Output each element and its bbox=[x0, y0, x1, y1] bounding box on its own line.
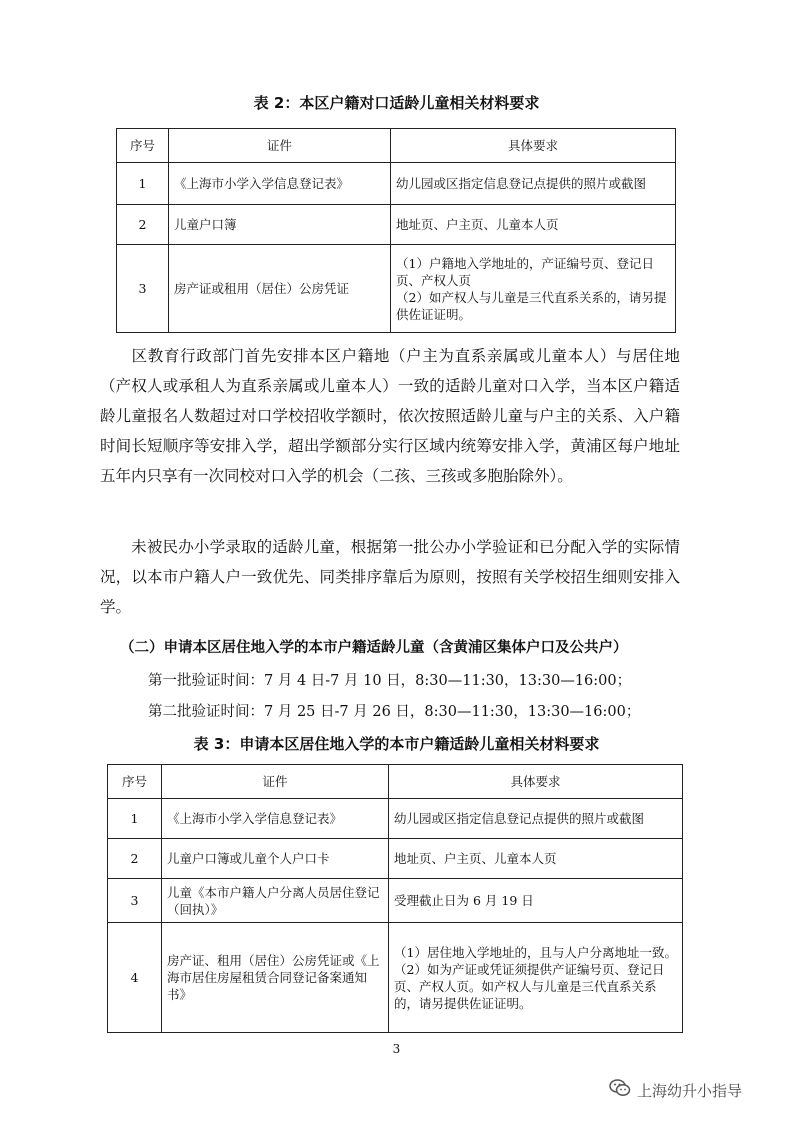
paragraph-allocation bbox=[100, 341, 680, 491]
page-number: 3 bbox=[392, 1042, 401, 1056]
row-no: 3 bbox=[108, 879, 162, 923]
row-no: 2 bbox=[108, 839, 162, 879]
watermark bbox=[609, 1078, 742, 1102]
table-row bbox=[117, 245, 676, 333]
header-req: 具体要求 bbox=[391, 129, 676, 163]
row-doc: 《上海市小学入学信息登记表》 bbox=[169, 163, 391, 205]
header-no: 序号 bbox=[108, 765, 162, 799]
verify-time-first: 第一批验证时间：7 月 4 日-7 月 10 日，8:30—11:30，13:30—16:00； bbox=[148, 673, 632, 689]
header-no: 序号 bbox=[117, 129, 169, 163]
table-row bbox=[108, 879, 683, 923]
header-req: 具体要求 bbox=[389, 765, 683, 799]
row-doc: 房产证、租用（居住）公房凭证或《上海市居住房屋租赁合同登记备案通知书》 bbox=[162, 923, 389, 1033]
row-no: 2 bbox=[117, 205, 169, 245]
row-req bbox=[389, 923, 683, 1033]
req-line: 幼儿园或区指定信息登记点提供的照片或截图 bbox=[396, 176, 647, 191]
req-line: （2）如产权人与儿童是三代直系关系的，请另提供佐证证明。 bbox=[396, 289, 667, 322]
req-line: （1）户籍地入学地址的，产证编号页、登记日页、产权人页 bbox=[396, 255, 654, 288]
req-line: （2）如为产证或凭证须提供产证编号页、登记日页、产权人页。如产权人与儿童是三代直系关系的，请另提供佐证证明。 bbox=[394, 961, 665, 1011]
row-req bbox=[389, 879, 683, 923]
table-header-row bbox=[117, 129, 676, 163]
paragraph-text: 区教育行政部门首先安排本区户籍地（户主为直系亲属或儿童本人）与居住地（产权人或承租人为直系亲属或儿童本人）一致的适龄儿童对口入学，当本区户籍适龄儿童报名人数超过对口学校招收学额时，依次按照适龄儿童与户主的关系、入户籍时间长短顺序等安排入学，超出学额部分实行区域内统筹安排入学，黄浦区每户地址五年内只享有一次同校对口入学的机会（二孩、三孩或多胞胎除外）。 bbox=[100, 347, 680, 485]
header-doc: 证件 bbox=[162, 765, 389, 799]
row-doc: 儿童户口簿或儿童个人户口卡 bbox=[162, 839, 389, 879]
row-no: 1 bbox=[117, 163, 169, 205]
row-no: 1 bbox=[108, 799, 162, 839]
watermark-text: 上海幼升小指导 bbox=[637, 1081, 743, 1100]
paragraph-text: 未被民办小学录取的适龄儿童，根据第一批公办小学验证和已分配入学的实际情况，以本市户籍人户一致优先、同类排序靠后为原则，按照有关学校招生细则安排入学。 bbox=[100, 538, 680, 616]
table-header-row bbox=[108, 765, 683, 799]
table-row bbox=[108, 923, 683, 1033]
row-req bbox=[389, 799, 683, 839]
table2 bbox=[116, 128, 676, 333]
row-no: 4 bbox=[108, 923, 162, 1033]
table3 bbox=[107, 764, 683, 1033]
table-row bbox=[117, 163, 676, 205]
req-line: 受理截止日为 6 月 19 日 bbox=[394, 893, 534, 908]
req-line: 地址页、户主页、儿童本人页 bbox=[394, 851, 557, 866]
section-heading: （二）申请本区居住地入学的本市户籍适龄儿童（含黄浦区集体户口及公共户） bbox=[120, 640, 628, 656]
req-line: （1）居住地入学地址的，且与人户分离地址一致。 bbox=[394, 944, 677, 960]
row-req bbox=[391, 245, 676, 333]
row-no: 3 bbox=[117, 245, 169, 333]
paragraph-private-school bbox=[100, 532, 680, 622]
row-doc: 儿童《本市户籍人户分离人员居住登记（回执）》 bbox=[162, 879, 389, 923]
row-req bbox=[391, 205, 676, 245]
row-doc: 房产证或租用（居住）公房凭证 bbox=[169, 245, 391, 333]
req-line: 幼儿园或区指定信息登记点提供的照片或截图 bbox=[394, 811, 645, 826]
wechat-icon bbox=[609, 1078, 631, 1102]
row-req bbox=[389, 839, 683, 879]
table-row bbox=[117, 205, 676, 245]
table-row bbox=[108, 799, 683, 839]
table2-caption: 表 2：本区户籍对口适龄儿童相关材料要求 bbox=[253, 94, 540, 112]
table-row bbox=[108, 839, 683, 879]
table3-caption: 表 3：申请本区居住地入学的本市户籍适龄儿童相关材料要求 bbox=[193, 735, 600, 753]
req-line: 地址页、户主页、儿童本人页 bbox=[396, 217, 559, 232]
row-req bbox=[391, 163, 676, 205]
row-doc: 《上海市小学入学信息登记表》 bbox=[162, 799, 389, 839]
row-doc: 儿童户口簿 bbox=[169, 205, 391, 245]
verify-time-second: 第二批验证时间：7 月 25 日-7 月 26 日，8:30—11:30，13:30—16:00； bbox=[148, 704, 641, 720]
header-doc: 证件 bbox=[169, 129, 391, 163]
